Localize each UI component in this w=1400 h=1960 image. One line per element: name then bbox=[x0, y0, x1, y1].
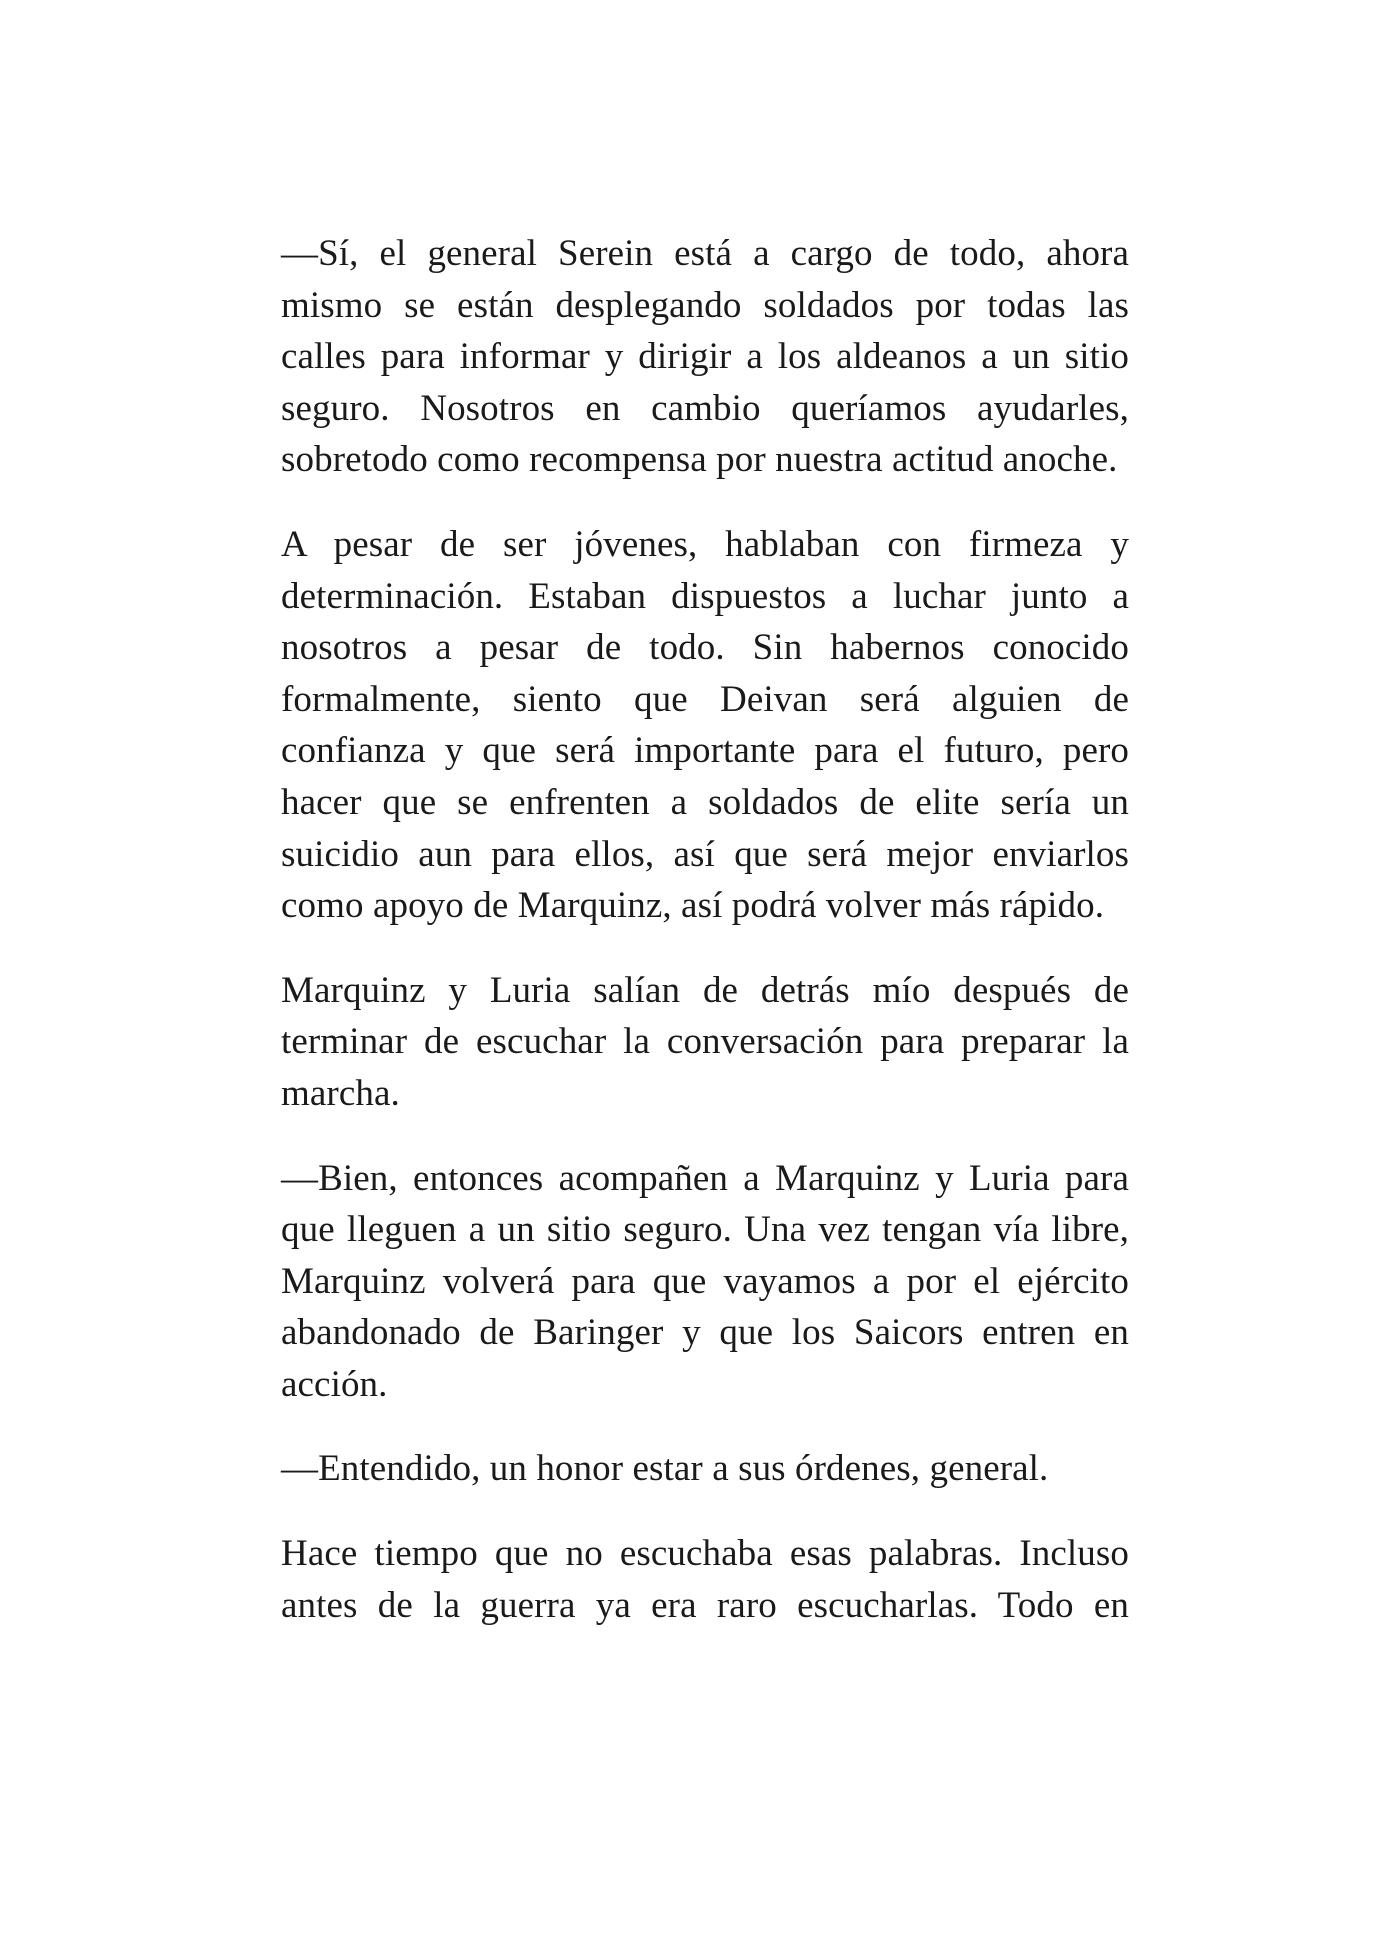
paragraph-dialogue-serein: —Sí, el general Serein está a cargo de todo, ahora mismo se están desplegando soldados por todas las calles para informar y dirigir a los aldeanos a un sitio seguro. Nosotros en cambio queríamos ayudarles, sobretodo como recompensa por nuestra actitud anoche. bbox=[281, 233, 1129, 481]
body-text bbox=[281, 228, 1129, 1631]
paragraph-narration-determination: A pesar de ser jóvenes, hablaban con firmeza y determinación. Estaban dispuestos a luchar junto a nosotros a pesar de todo. Sin habernos conocido formalmente, siento que Deivan será alguien de confianza y que será importante para el futuro, pero hacer que se enfrenten a soldados de elite sería un suicidio aun para ellos, así que será mejor enviarlos como apoyo de Marquinz, así podrá volver más rápido. bbox=[281, 523, 1129, 927]
paragraph-narration-marquinz-luria: Marquinz y Luria salían de detrás mío después de terminar de escuchar la conversación para preparar la marcha. bbox=[281, 969, 1129, 1114]
paragraph-dialogue-understood: —Entendido, un honor estar a sus órdenes, general. bbox=[281, 1448, 1049, 1490]
paragraph-dialogue-orders: —Bien, entonces acompañen a Marquinz y Luria para que lleguen a un sitio seguro. Una vez tengan vía libre, Marquinz volverá para que vayamos a por el ejército abandonado de Baringer y que los Saicors entren en acción. bbox=[281, 1157, 1129, 1405]
paragraph-narration-words: Hace tiempo que no escuchaba esas palabras. Incluso antes de la guerra ya era raro escucharlas. Todo en bbox=[281, 1533, 1129, 1626]
